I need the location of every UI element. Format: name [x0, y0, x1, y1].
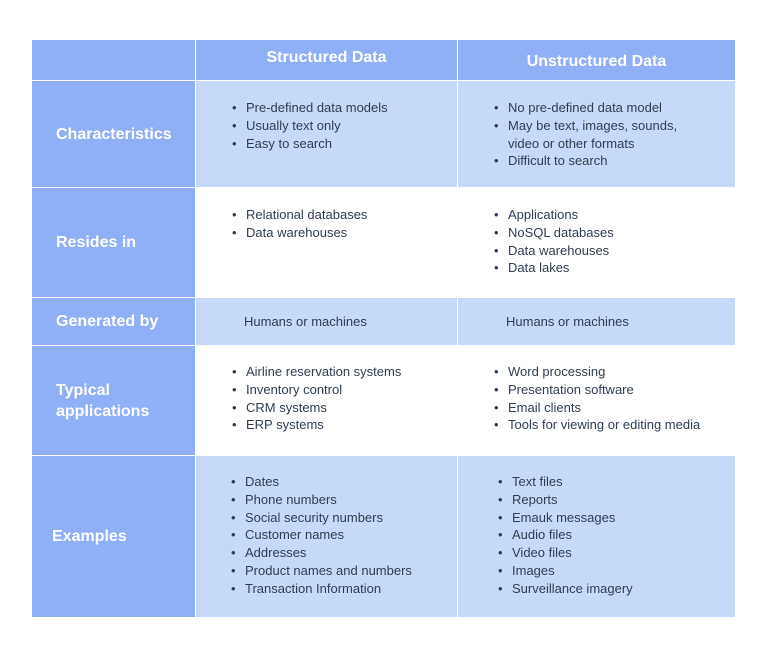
- list-item: • Addresses: [231, 545, 307, 561]
- list-item: • May be text, images, sounds,: [494, 117, 678, 133]
- column-header-unstructured-label: Unstructured Data: [526, 53, 667, 70]
- table-corner: [32, 40, 196, 81]
- cell-generated-structured: [196, 298, 458, 346]
- cell-examples-unstructured: [458, 456, 736, 618]
- list-item: video or other formats: [508, 135, 635, 151]
- bullet-list: [232, 363, 401, 434]
- row-header-typical-applications: [32, 346, 196, 456]
- bullet-list: [494, 363, 700, 434]
- row-header-resides-in-label: Resides in: [56, 234, 137, 251]
- row-header-examples: [32, 456, 196, 618]
- list-item: • Audio files: [498, 527, 572, 543]
- list-item: • Applications: [494, 207, 579, 222]
- list-item: • Text files: [498, 474, 563, 489]
- list-item: • Reports: [498, 491, 558, 507]
- list-item: • Data lakes: [494, 260, 570, 276]
- row-header-generated-by: [32, 298, 196, 346]
- comparison-table: [32, 40, 736, 618]
- cell-characteristics-structured: [196, 81, 458, 188]
- cell-resides-unstructured: [458, 188, 736, 298]
- cell-examples-structured: [196, 456, 458, 618]
- list-item: • Data warehouses: [232, 224, 348, 240]
- list-item: • Product names and numbers: [231, 562, 412, 578]
- list-item: • Emauk messages: [498, 509, 616, 525]
- list-item: • Phone numbers: [231, 491, 337, 507]
- cell-resides-structured: [196, 188, 458, 298]
- list-item: • Difficult to search: [494, 153, 608, 169]
- cell-typical-structured: [196, 346, 458, 456]
- column-header-structured-label: Structured Data: [266, 49, 387, 66]
- list-item: • Customer names: [231, 527, 344, 543]
- cell-characteristics-unstructured: [458, 81, 736, 188]
- list-item: • Usually text only: [232, 117, 341, 133]
- row-header-characteristics-label: Characteristics: [56, 125, 172, 143]
- row-header-typical-label-line2: applications: [56, 402, 150, 420]
- list-item: • Surveillance imagery: [498, 580, 633, 596]
- column-header-structured: [196, 40, 458, 81]
- list-item: • Images: [498, 562, 555, 578]
- row-header-typical-label-line1: Typical: [56, 381, 110, 399]
- list-item: • Easy to search: [232, 135, 332, 151]
- list-item: • No pre-defined data model: [494, 100, 662, 115]
- row-header-characteristics: [32, 81, 196, 188]
- list-item: • Email clients: [494, 399, 581, 415]
- list-item: • Inventory control: [232, 381, 343, 397]
- row-header-generated-by-label: Generated by: [56, 313, 159, 330]
- list-item: • CRM systems: [232, 399, 327, 415]
- bullet-list: [232, 99, 388, 152]
- bullet-list: [232, 206, 367, 242]
- bullet-list: [494, 99, 677, 170]
- cell-text: Humans or machines: [506, 314, 629, 329]
- list-item: • Dates: [231, 474, 279, 489]
- list-item: • Social security numbers: [231, 509, 383, 525]
- list-item: • Transaction Information: [231, 580, 382, 596]
- list-item: • Airline reservation systems: [232, 364, 402, 379]
- list-item: • Presentation software: [494, 381, 634, 397]
- list-item: • Tools for viewing or editing media: [494, 417, 701, 433]
- row-header-examples-label: Examples: [52, 528, 127, 545]
- cell-generated-unstructured: [458, 298, 736, 346]
- bullet-list: [231, 473, 412, 598]
- list-item: • Pre-defined data models: [232, 100, 388, 115]
- cell-text: Humans or machines: [244, 314, 367, 329]
- list-item: • Video files: [498, 545, 572, 561]
- column-header-unstructured: [458, 40, 736, 81]
- list-item: • NoSQL databases: [494, 224, 614, 240]
- row-header-resides-in: [32, 188, 196, 298]
- list-item: • ERP systems: [232, 417, 324, 433]
- bullet-list: [494, 206, 614, 277]
- list-item: • Relational databases: [232, 207, 368, 222]
- bullet-list: [498, 473, 633, 598]
- cell-typical-unstructured: [458, 346, 736, 456]
- list-item: • Word processing: [494, 364, 606, 379]
- list-item: • Data warehouses: [494, 242, 610, 258]
